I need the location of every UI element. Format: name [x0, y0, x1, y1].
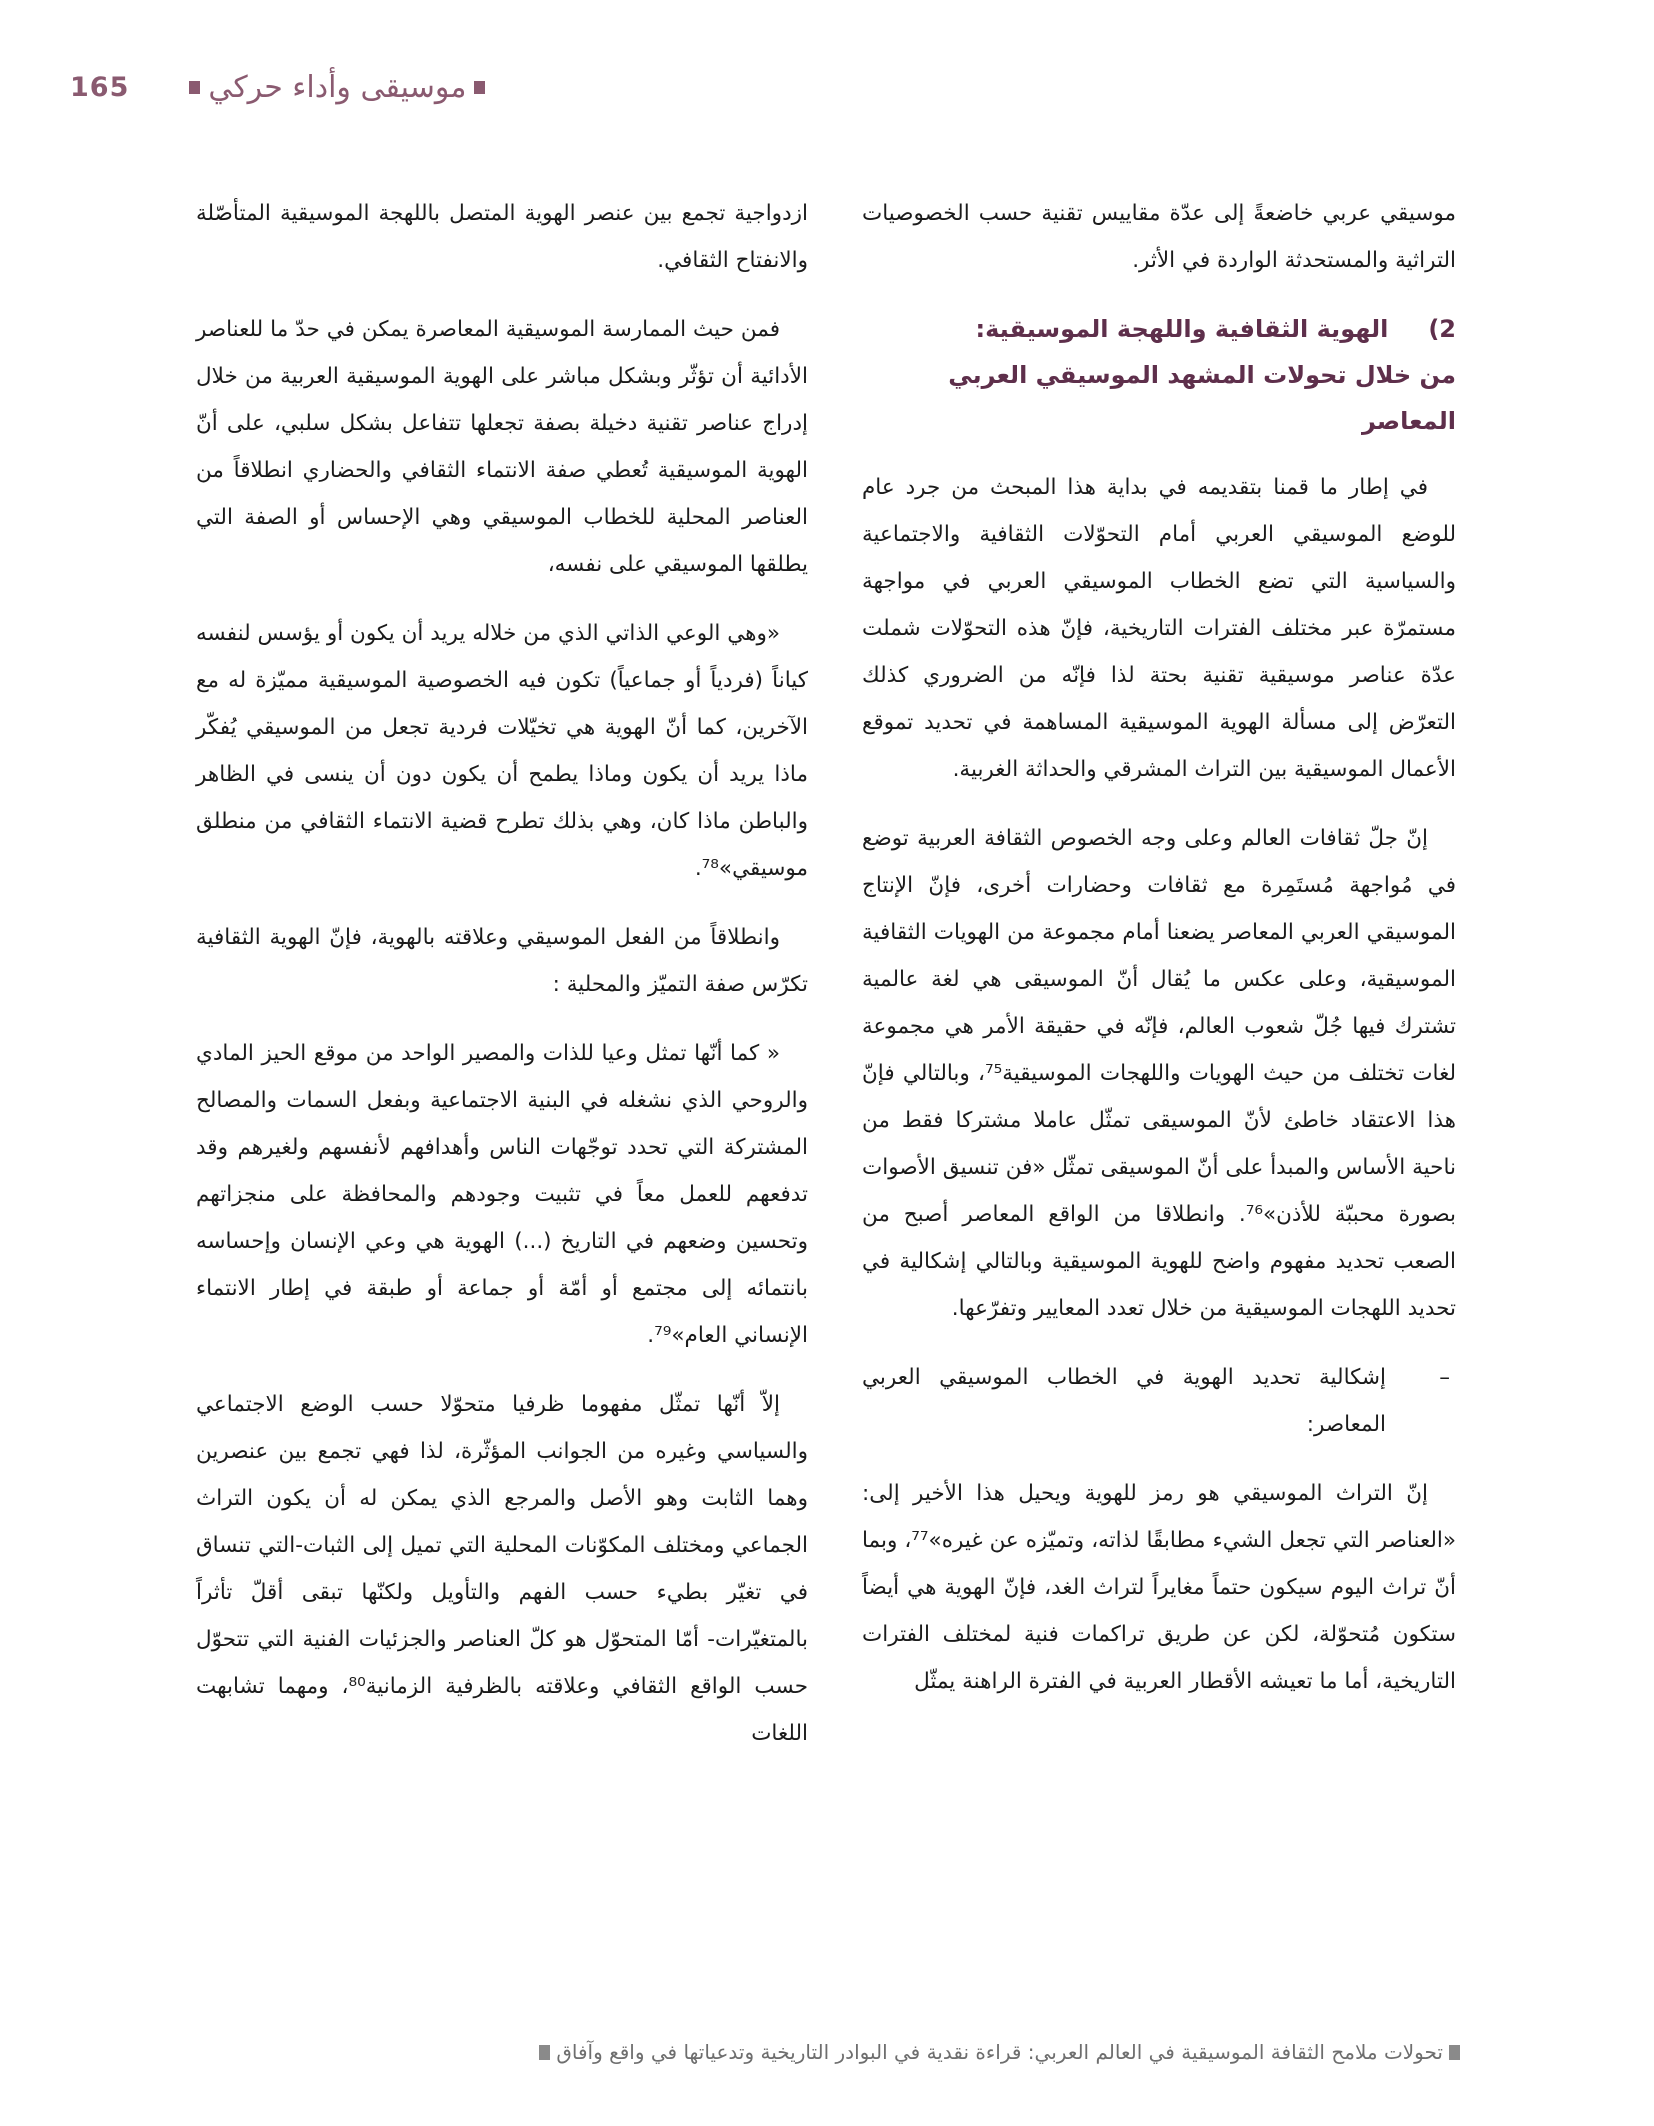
- footer-square-left: [539, 2045, 550, 2060]
- left-para-1: فمن حيث الممارسة الموسيقية المعاصرة يمكن في حدّ ما للعناصر الأدائية أن تؤثّر وبشكل مباشر على الهوية الموسيقية العربية من خلال إدراج عناصر تقنية دخيلة بصفة تجعلها تتفاعل بشكل سلبي، على أنّ الهوية الموسيقية تُعطي صفة الانتماء الثقافي والحضاري انطلاقاً من العناصر المحلية للخطاب الموسيقي وهي الإحساس أو الصفة التي يطلقها الموسيقي على نفسه،: [196, 317, 808, 577]
- header-square-left: [189, 81, 200, 94]
- section-heading: [862, 306, 1456, 444]
- right-para-0: موسيقي عربي خاضعةً إلى عدّة مقاييس تقنية حسب الخصوصيات التراثية والمستحدثة الواردة في الأثر.: [862, 201, 1456, 273]
- section-title-1: الهوية الثقافية واللهجة الموسيقية:: [975, 315, 1389, 343]
- bullet-text: إشكالية تحديد الهوية في الخطاب الموسيقي العربي المعاصر:: [862, 1365, 1386, 1437]
- left-column: [196, 190, 808, 1779]
- header-square-right: [474, 81, 485, 94]
- bullet-dash: –: [1439, 1365, 1450, 1390]
- bullet-item: [862, 1354, 1456, 1448]
- left-para-3: وانطلاقاً من الفعل الموسيقي وعلاقته بالهوية، فإنّ الهوية الثقافية تكرّس صفة التميّز والمحلية :: [196, 925, 808, 997]
- right-column: [862, 190, 1456, 1727]
- section-number: 2): [1428, 315, 1456, 343]
- page-footer: [196, 2032, 1460, 2072]
- left-quote-1: «وهي الوعي الذاتي الذي من خلاله يريد أن يكون أو يؤسس لنفسه كياناً (فردياً أو جماعياً) تكون فيه الخصوصية الموسيقية مميّزة له مع الآخرين، كما أنّ الهوية هي تخيّلات فردية تجعل من الموسيقي يُفكّر ماذا يريد أن يكون وماذا يطمح أن يكون دون أن ينسى في الظاهر والباطن ماذا كان، وهي بذلك تطرح قضية الانتماء الثقافي من منطلق موسيقي»⁷⁸.: [196, 621, 808, 881]
- page-number: 165: [70, 71, 130, 103]
- footer-square-right: [1449, 2045, 1460, 2060]
- section-heading-line-1: [862, 306, 1456, 352]
- page-header: [70, 62, 485, 112]
- footer-title: تحولات ملامح الثقافة الموسيقية في العالم العربي: قراءة نقدية في البوادر التاريخية وتدعياتها في واقع وآفاق: [556, 2040, 1443, 2064]
- running-header-title: موسيقى وأداء حركي: [208, 69, 467, 105]
- left-para-5: إلاّ أنّها تمثّل مفهوما ظرفيا متحوّلا حسب الوضع الاجتماعي والسياسي وغيره من الجوانب المؤثّرة، لذا فهي تجمع بين عنصرين وهما الثابت وهو الأصل والمرجع الذي يمكن له أن يكون التراث الجماعي ومختلف المكوّنات المحلية التي تميل إلى الثبات-التي تنساق في تغيّر بطيء حسب الفهم والتأويل ولكنّها تبقى أقلّ تأثراً بالمتغيّرات- أمّا المتحوّل هو كلّ العناصر والجزئيات الفنية التي تتحوّل حسب الواقع الثقافي وعلاقته بالظرفية الزمانية⁸⁰، ومهما تشابهت اللغات: [196, 1392, 808, 1746]
- right-para-3: إنّ التراث الموسيقي هو رمز للهوية ويحيل هذا الأخير إلى: «العناصر التي تجعل الشيء مطابقًا لذاته، وتميّزه عن غيره»⁷⁷، وبما أنّ تراث اليوم سيكون حتماً مغايراً لتراث الغد، فإنّ الهوية هي أيضاً ستكون مُتحوّلة، لكن عن طريق تراكمات فنية لمختلف الفترات التاريخية، أما ما تعيشه الأقطار العربية في الفترة الراهنة يمثّل: [862, 1481, 1456, 1694]
- right-para-1: في إطار ما قمنا بتقديمه في بداية هذا المبحث من جرد عام للوضع الموسيقي العربي أمام التحوّلات الثقافية والاجتماعية والسياسية التي تضع الخطاب الموسيقي العربي في مواجهة مستمرّة عبر مختلف الفترات التاريخية، فإنّ هذه التحوّلات شملت عدّة عناصر موسيقية تقنية بحتة لذا فإنّه من الضروري كذلك التعرّض إلى مسألة الهوية الموسيقية المساهمة في تحديد تموقع الأعمال الموسيقية بين التراث المشرقي والحداثة الغربية.: [862, 475, 1456, 782]
- left-quote-2: « كما أنّها تمثل وعيا للذات والمصير الواحد من موقع الحيز المادي والروحي الذي نشغله في البنية الاجتماعية وبفعل السمات والمصالح المشتركة التي تحدد توجّهات الناس وأهدافهم لأنفسهم ولغيرهم وقد تدفعهم للعمل معاً في تثبيت وجودهم والمحافظة على منجزاتهم وتحسين وضعهم في التاريخ (...) الهوية هي وعي الإنسان وإحساسه بانتمائه إلى مجتمع أو أمّة أو جماعة أو طبقة في إطار الانتماء الإنساني العام»⁷⁹.: [196, 1041, 808, 1348]
- section-title-2: من خلال تحولات المشهد الموسيقي العربي المعاصر: [948, 361, 1456, 435]
- right-para-2: إنّ جلّ ثقافات العالم وعلى وجه الخصوص الثقافة العربية توضع في مُواجهة مُستَمِرة مع ثقافات وحضارات أخرى، فإنّ الإنتاج الموسيقي العربي المعاصر يضعنا أمام مجموعة من الهويات الثقافية الموسيقية، وعلى عكس ما يُقال أنّ الموسيقى هي لغة عالمية تشترك فيها جُلّ شعوب العالم، فإنّه في حقيقة الأمر هي مجموعة لغات تختلف من حيث الهويات واللهجات الموسيقية⁷⁵، وبالتالي فإنّ هذا الاعتقاد خاطئ لأنّ الموسيقى تمثّل عاملا مشتركا فقط من ناحية الأساس والمبدأ على أنّ الموسيقى تمثّل «فن تنسيق الأصوات بصورة محببّة للأذن»⁷⁶. وانطلاقا من الواقع المعاصر أصبح من الصعب تحديد مفهوم واضح للهوية الموسيقية وبالتالي إشكالية في تحديد اللهجات الموسيقية من خلال تعدد المعايير وتفرّعها.: [862, 826, 1457, 1321]
- left-para-0: ازدواجية تجمع بين عنصر الهوية المتصل باللهجة الموسيقية المتأصّلة والانفتاح الثقافي.: [196, 201, 808, 273]
